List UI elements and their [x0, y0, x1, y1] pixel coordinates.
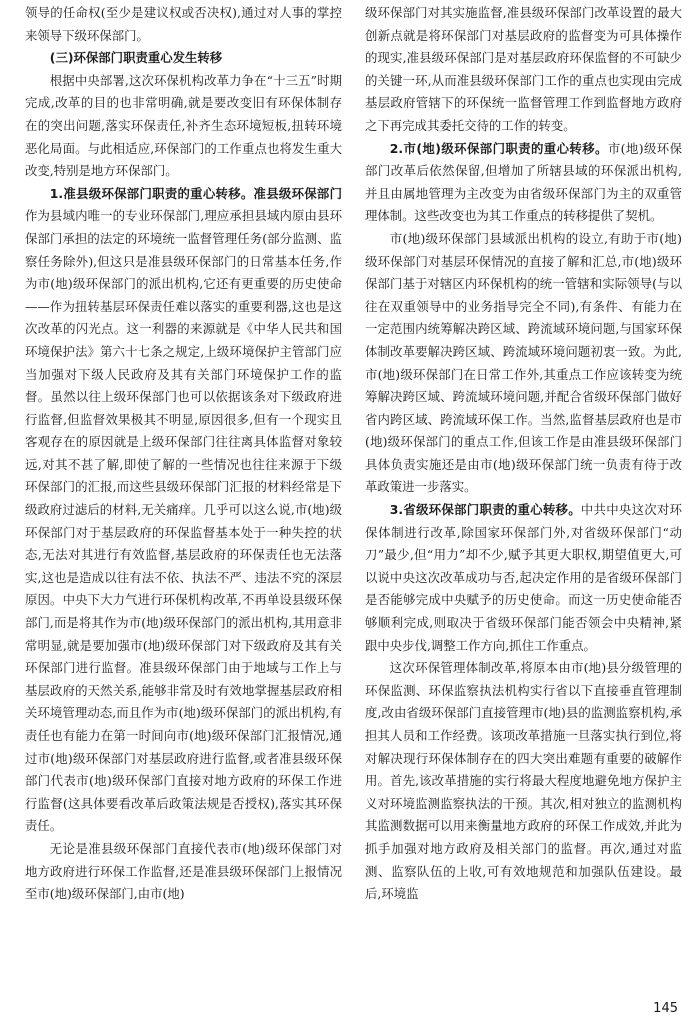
paragraph-text: 市(地)级环保部门改革后依然保留,但增加了所辖县域的环保派出机构,并且由属地管理为主改变为由省级环保部门为主的双重管理体制。这些改变也为其工作重点的转移提供了契机。	[365, 140, 682, 224]
section-heading: (三)环保部门职责重心发生转移	[49, 50, 223, 66]
paragraph: 这次环保管理体制改革,将原本由市(地)县分级管理的环保监测、环保监察执法机构实行省以下直接垂直管理制度,改由省级环保部门直接管理市(地)县的监测监察机构,承担其人员和工作经费。该项改革措施一旦落实执行到位,将对解决现行环保体制存在的四大突出难题有重要的破解作用。首先,该改革措施的实行将最大程度地避免地方保护主义对环境监测监察执法的干预。其次,相对独立的监测机构其监测数据可以用来衡量地方政府的环保工作成效,并此为抓手加强对地方政府及相关部门的监督。再次,通过对监测、监察队伍的上收,可有效地规范和加强队伍建设。最后,环境监	[365, 660, 682, 902]
item-lead-3: 3.省级环保部门职责的重心转移。	[389, 502, 581, 518]
page-number: 145	[653, 1001, 678, 1016]
paragraph-text: 中共中央这次对环保体制进行改革,除国家环保部门外,对省级环保部门“动刀”最少,但“用力”却不少,赋予其更大职权,期望值更大,可以说中央这次改革成功与否,起决定作用的是省级环保部门是否能够完成中央赋予的历史使命。而这一历史使命能否够顺利完成,则取决于省级环保部门能否领会中央精神,紧跟中央步伐,调整工作方向,抓住工作重点。	[365, 502, 682, 653]
paragraph: 根据中央部署,这次环保机构改革力争在“十三五”时期完成,改革的目的也非常明确,就是要改变旧有环保体制存在的突出问题,落实环保责任,补齐生态环境短板,扭转环境恶化局面。与此相适应,环保部门的工作重点也将发生重大改变,特别是地方环保部门。	[25, 72, 342, 179]
paragraph-text: 作为县域内唯一的专业环保部门,理应承担县域内原由县环保部门承担的法定的环境统一监督管理任务(部分监测、监察任务除外),但这只是准县级环保部门的日常基本任务,作为市(地)级环保部门的派出机构,它还有更重要的历史使命——作为扭转基层环保责任难以落实的重要利器,这也是这次改革的闪光点。这一利器的来源就是《中华人民共和国环境保护法》第六十七条之规定,上级环境保护主管部门应当加强对下级人民政府及其有关部门环境保护工作的监督。虽然以往上级环保部门也可以依据该条对下级政府进行监督,但监督效果极其不明显,原因很多,但有一个现实且客观存在的原因就是上级环保部门往往离具体监督对象较远,对其不甚了解,即使了解的一些情况也往往来源于下级环保部门的汇报,而这些县级环保部门汇报的材料经常是下级政府过滤后的材料,无关痛痒。几乎可以这么说,市(地)级环保部门对于基层政府的环保监督基本处于一种失控的状态,无法对其进行有效监督,基层政府的环保责任也无法落实,这也是造成以往有法不依、执法不严、违法不究的深层原因。中央下大力气进行环保机构改革,不再单设县级环保部门,而是将其作为市(地)级环保部门的派出机构,其用意非常明显,就是要加强市(地)级环保部门对下级政府及其有关环保部门进行监督。准县级环保部门由于地域与工作上与基层政府的天然关系,能够非常及时有效地掌握基层政府相关环境管理动态,而且作为市(地)级环保部门的派出机构,有责任也有能力在第一时间向市(地)级环保部门汇报情况,通过市(地)级环保部门对基层政府进行监督,或者准县级环保部门代表市(地)级环保部门直接对地方政府的环保工作进行监督(这具体要看改革后政策法规是否授权),落实其环保责任。	[25, 208, 342, 834]
paragraph: 无论是准县级环保部门直接代表市(地)级环保部门对地方政府进行环保工作监督,还是准县级环保部门上报情况至市(地)级环保部门,由市(地)	[25, 840, 342, 902]
paragraph-county-level	[25, 183, 342, 838]
paragraph-city-level	[365, 138, 682, 228]
paragraph-province-level	[365, 499, 682, 657]
item-lead-2: 2.市(地)级环保部门职责的重心转移。	[389, 140, 608, 156]
right-column	[365, 2, 682, 906]
item-lead-1: 1.准县级环保部门职责的重心转移。准县级环保部门	[49, 185, 342, 201]
left-column	[25, 2, 342, 906]
paragraph-continuation: 领导的任命权(至少是建议权或否决权),通过对人事的掌控来领导下级环保部门。	[25, 5, 342, 43]
paragraph-continuation: 级环保部门对其实施监督,准县级环保部门改革设置的最大创新点就是将环保部门对基层政府的监督变为可具体操作的现实,准县级环保部门是对基层政府环保监督的不可缺少的关键一环,从而准县级环保部门工作的重点也实现由完成基层政府管辖下的环保统一监督管理工作到监督地方政府之下再完成其委托交待的工作的转变。	[365, 5, 682, 133]
paragraph: 市(地)级环保部门县域派出机构的设立,有助于市(地)级环保部门对基层环保情况的直接了解和汇总,市(地)级环保部门基于对辖区内环保机构的统一管辖和实际领导(与以往在双重领导中的业务指导完全不同),有条件、有能力在一定范围内统筹解决跨区域、跨流域环境问题,与国家环保体制改革要解决跨区域、跨流域环境问题初衷一致。为此,市(地)级环保部门在日常工作外,其重点工作应该转变为统筹解决跨区域、跨流域环境问题,并配合省级环保部门做好省内跨区域、跨流域环保工作。当然,监督基层政府也是市(地)级环保部门的重点工作,但该工作是由准县级环保部门具体负责实施还是由市(地)级环保部门统一负责有待于改革政策进一步落实。	[365, 230, 682, 495]
